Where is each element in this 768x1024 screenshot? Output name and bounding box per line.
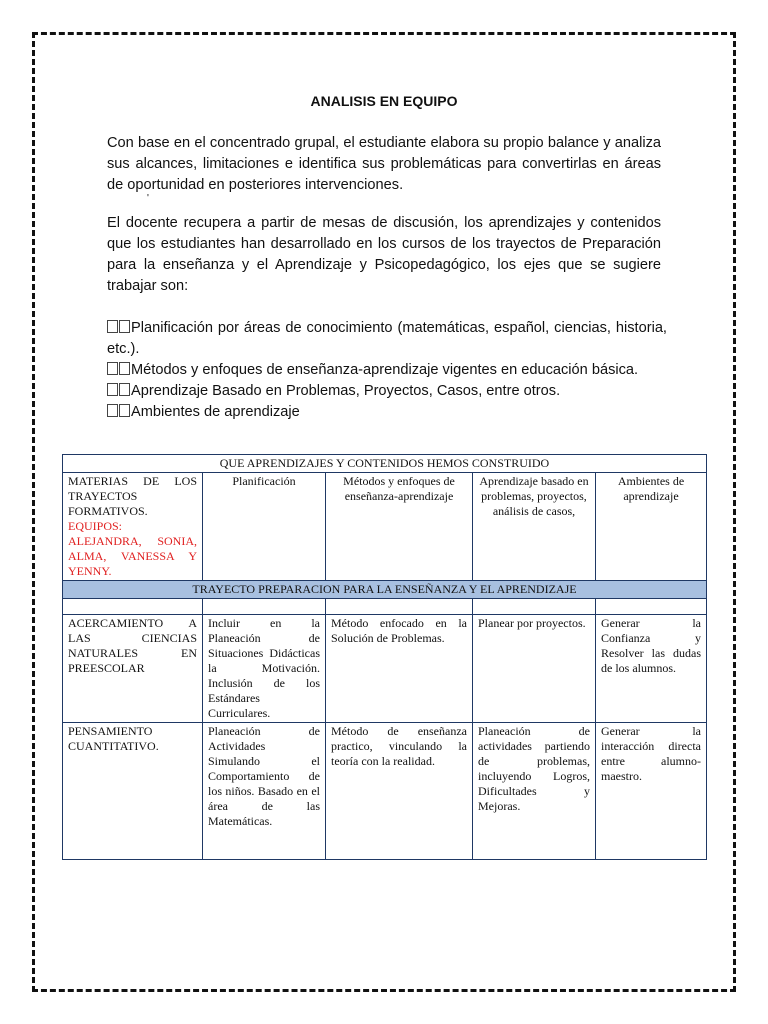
list-item: [107, 360, 667, 381]
empty-cell: [473, 599, 596, 615]
ambientes-cell: Generar la interacción directa entre alumno-maestro.: [596, 723, 707, 860]
table-row: [63, 723, 707, 860]
bullet-glyph-icon: [119, 362, 130, 375]
planificacion-cell: Planeación de Actividades Simulando el Comportamiento de los niños. Basado en el área de las Matemáticas.: [203, 723, 326, 860]
empty-cell: [63, 599, 203, 615]
metodos-cell: Método de enseñanza practico, vinculando la teoría con la realidad.: [326, 723, 473, 860]
list-item: [107, 318, 667, 360]
aprendizaje-cell: Planear por proyectos.: [473, 615, 596, 723]
bullet-glyph-icon: [107, 383, 118, 396]
bullet-glyph-icon: [107, 404, 118, 417]
column-header-aprendizaje: Aprendizaje basado en problemas, proyectos, análisis de casos,: [473, 473, 596, 581]
bullet-glyph-icon: [119, 320, 130, 333]
materias-label: MATERIAS DE LOS TRAYECTOS FORMATIVOS.: [68, 474, 197, 518]
table-header-row: [63, 455, 707, 473]
empty-cell: [203, 599, 326, 615]
list-item-text: Aprendizaje Basado en Problemas, Proyectos, Casos, entre otros.: [131, 383, 561, 399]
list-item: [107, 381, 667, 402]
column-header-ambientes: Ambientes de aprendizaje: [596, 473, 707, 581]
list-item-text: Métodos y enfoques de enseñanza-aprendizaje vigentes en educación básica.: [131, 362, 639, 378]
column-header-materias: [63, 473, 203, 581]
document-title: ANALISIS EN EQUIPO: [310, 93, 458, 109]
bullet-glyph-icon: [119, 383, 130, 396]
table-columns-row: [63, 473, 707, 581]
table-title: QUE APRENDIZAJES Y CONTENIDOS HEMOS CONSTRUIDO: [63, 455, 707, 473]
ambientes-cell: Generar la Confianza y Resolver las dudas de los alumnos.: [596, 615, 707, 723]
stray-mark: ': [147, 193, 149, 204]
bullet-glyph-icon: [107, 320, 118, 333]
axes-list: [107, 318, 667, 423]
column-header-planificacion: Planificación: [203, 473, 326, 581]
list-item-text: Ambientes de aprendizaje: [131, 404, 300, 420]
bullet-glyph-icon: [119, 404, 130, 417]
column-header-metodos: Métodos y enfoques de enseñanza-aprendizaje: [326, 473, 473, 581]
list-item: [107, 402, 667, 423]
context-paragraph: El docente recupera a partir de mesas de discusión, los aprendizajes y contenidos que los estudiantes han desarrollado en los cursos de los trayectos de Preparación para la enseñanza y el Aprendizaje y Psicopedagógico, los ejes que se sugiere trabajar son:: [107, 215, 661, 294]
section-title: TRAYECTO PREPARACION PARA LA ENSEÑANZA Y EL APRENDIZAJE: [63, 581, 707, 599]
learning-table: [62, 454, 707, 860]
aprendizaje-cell: Planeación de actividades partiendo de problemas, incluyendo Logros, Dificultades y Mejoras.: [473, 723, 596, 860]
table-row: [63, 615, 707, 723]
materia-cell: PENSAMIENTO CUANTITATIVO.: [63, 723, 203, 860]
bullet-glyph-icon: [107, 362, 118, 375]
planificacion-cell: Incluir en la Planeación de Situaciones Didácticas la Motivación. Inclusión de los Estándares Curriculares.: [203, 615, 326, 723]
section-row: [63, 581, 707, 599]
equipos-label: EQUIPOS: ALEJANDRA, SONIA, ALMA, VANESSA Y YENNY.: [68, 519, 197, 578]
list-item-text: Planificación por áreas de conocimiento (matemáticas, español, ciencias, historia, etc.).: [107, 320, 667, 357]
materia-cell: ACERCAMIENTO A LAS CIENCIAS NATURALES EN PREESCOLAR: [63, 615, 203, 723]
spacer-row: [63, 599, 707, 615]
empty-cell: [326, 599, 473, 615]
metodos-cell: Método enfocado en la Solución de Problemas.: [326, 615, 473, 723]
empty-cell: [596, 599, 707, 615]
intro-paragraph: Con base en el concentrado grupal, el estudiante elabora su propio balance y analiza sus alcances, limitaciones e identifica sus problemáticas para convertirlas en áreas de oportunidad en posteriores intervenciones.: [107, 135, 661, 193]
